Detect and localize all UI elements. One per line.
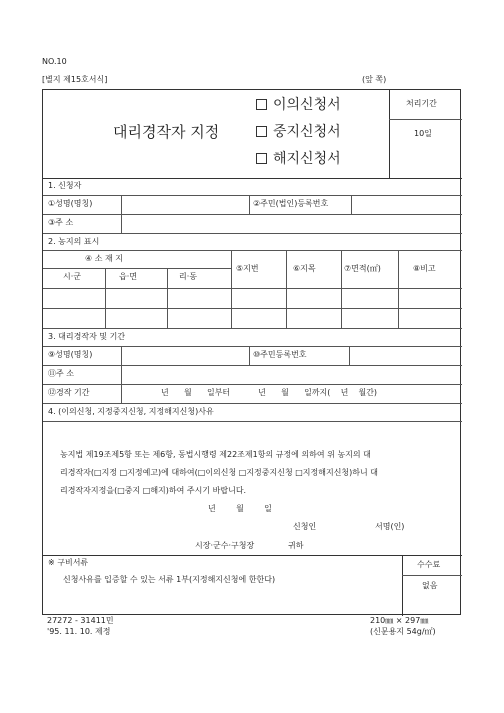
application-date: 년 월 일 [208,504,272,513]
option-suspension: 중지신청서 [256,125,341,139]
checkbox-termination[interactable] [256,153,267,164]
signature-label: 서명(인) [375,522,405,531]
applicant-label: 신청인 [293,522,317,531]
recipient: 시장·군수·구청장 [195,541,255,550]
cultivation-period-label: ⑫경작 기간 [48,388,90,397]
fee-label: 수수료 [417,560,441,569]
footer-paper: (신문용지 54g/㎡) [370,627,436,636]
remarks-label: ⑧비고 [413,264,436,273]
section3-heading: 3. 대리경작자 및 기간 [48,332,126,341]
statement-line-3: 리경작자지정을(□중지 □해지)하여 주시기 바랍니다. [60,486,247,495]
required-documents-item: 신청사유를 입증할 수 있는 서류 1부(지정해지신청에 한한다) [63,575,276,584]
statement-line-2: 리경작자(□지정 □지정예고)에 대하여(□이의신청 □지정중지신청 □지정해지신청)하니 대 [60,468,379,477]
area-label: ⑦면적(㎡) [344,264,381,273]
footer-code: 27272 - 31411민 [47,616,114,625]
proxy-name-label: ⑨성명(명칭) [48,350,93,359]
footer-date: '95. 11. 10. 제정 [47,627,111,636]
applicant-address-label: ③주 소 [48,218,74,227]
proxy-regno-label: ⑩주민등록번호 [253,350,307,359]
land-category-label: ⑥지목 [293,264,316,273]
applicant-name-label: ①성명(명칭) [48,199,93,208]
option-objection: 이의신청서 [256,98,341,112]
city-county-label: 시·군 [63,272,81,281]
document-number: NO.10 [42,57,67,66]
processing-period-value: 10일 [414,129,432,138]
section4-heading: 4. (이의신청, 지정중지신청, 지정해지신청)사유 [48,407,214,416]
section2-heading: 2. 농지의 표시 [48,237,100,246]
location-label: ④ 소 재 지 [85,254,123,263]
required-documents-heading: ※ 구비서류 [48,558,89,567]
lot-number-label: ⑤지번 [236,264,259,273]
cultivation-period-text: 년 월 일부터 년 월 일까지( 년 월간) [161,388,378,397]
proxy-address-label: ⑪주 소 [48,369,74,378]
form-title: 대리경작자 지정 [113,123,220,141]
footer-size: 210㎜ × 297㎜ [370,616,429,625]
checkbox-suspension[interactable] [256,126,267,137]
section1-heading: 1. 신청자 [48,181,82,190]
form-reference: [별지 제15호서식] [42,75,108,84]
applicant-regno-label: ②주민(법인)등록번호 [253,199,329,208]
fee-value: 없음 [422,581,438,590]
processing-period-label: 처리기간 [406,99,437,108]
town-label: 읍·면 [119,272,137,281]
village-label: 리·동 [179,272,197,281]
option-termination: 해지신청서 [256,152,341,166]
statement-line-1: 농지법 제19조제5항 또는 제6항, 동법시행령 제22조제1항의 규정에 의하여 위 농지의 대 [60,450,371,459]
application-form [42,89,461,615]
page-side: (앞 쪽) [362,75,387,84]
recipient-honorific: 귀하 [288,541,304,550]
checkbox-objection[interactable] [256,99,267,110]
